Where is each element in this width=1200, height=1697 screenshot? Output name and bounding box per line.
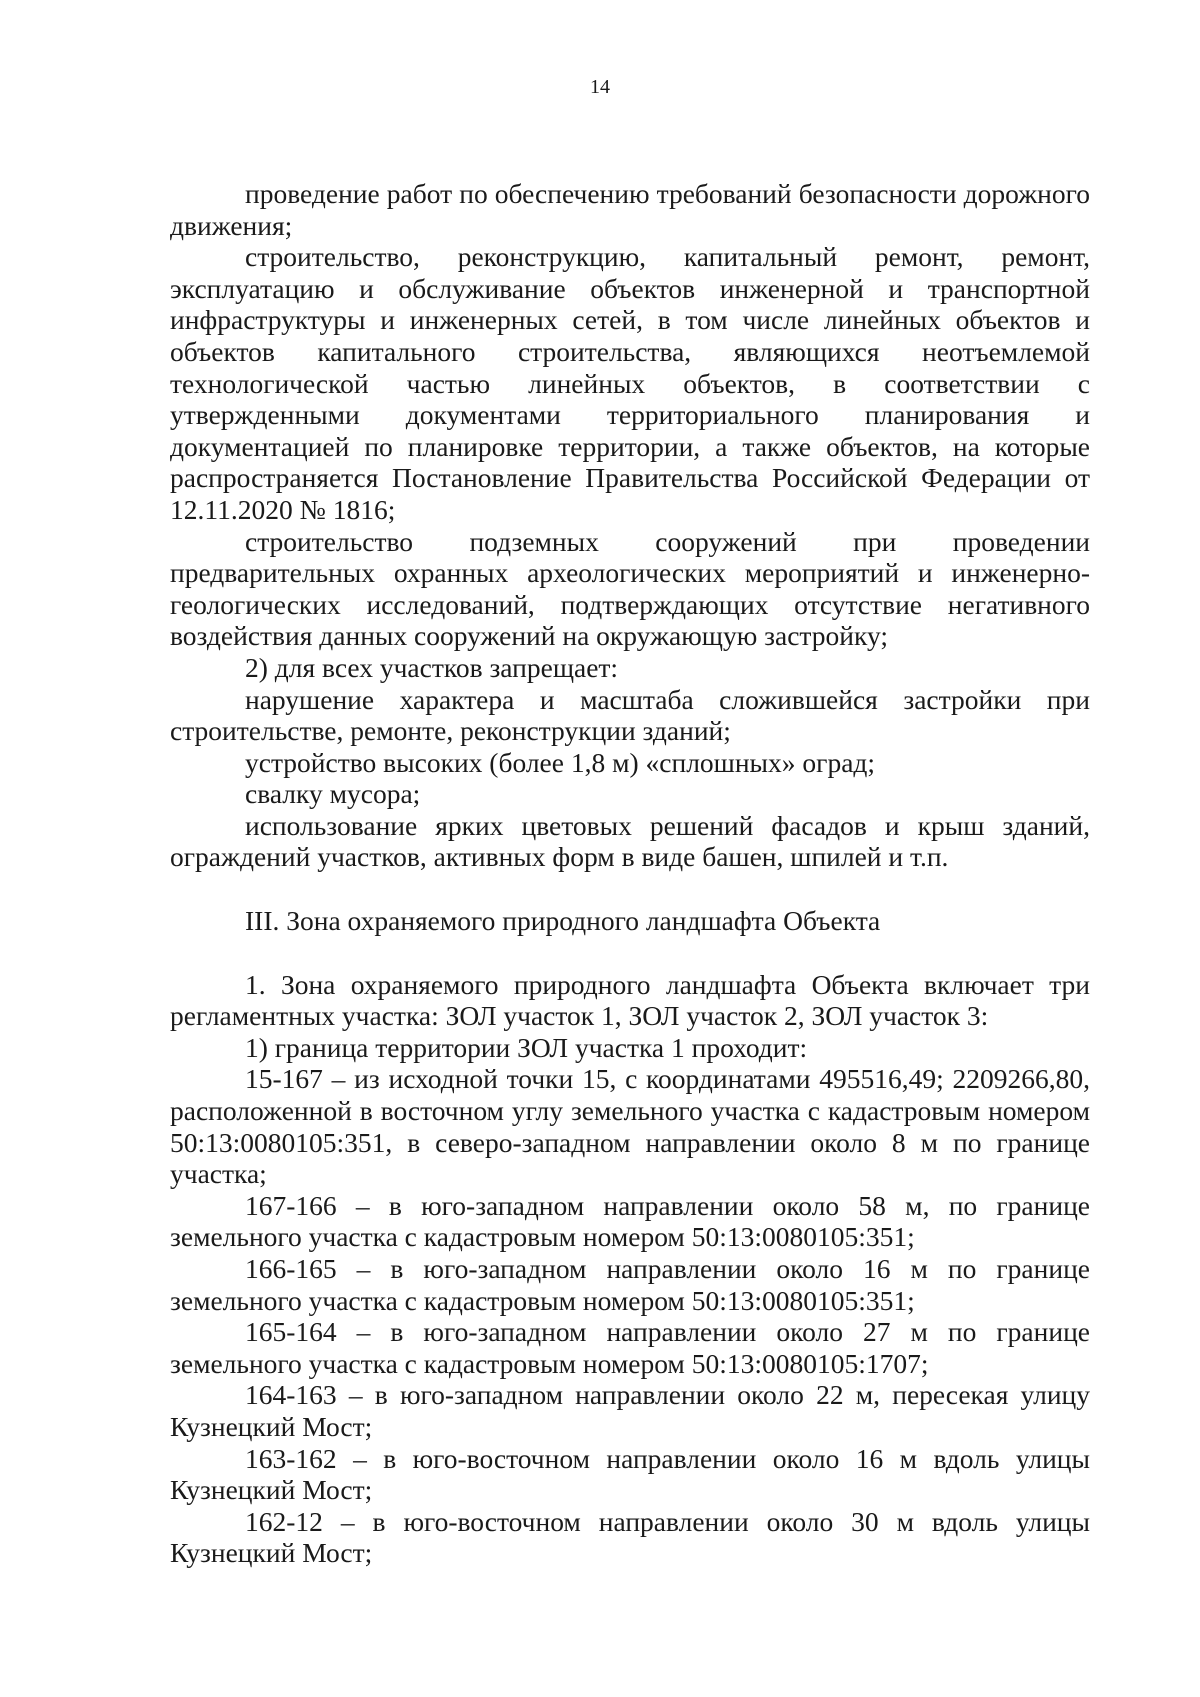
- paragraph: 164-163 – в юго-западном направлении около 22 м, пересекая улицу Кузнецкий Мост;: [170, 1379, 1090, 1442]
- page-number: 14: [590, 76, 610, 98]
- paragraph: строительство, реконструкцию, капитальный ремонт, ремонт, эксплуатацию и обслуживание объектов инженерной и транспортной инфраструктуры и инженерных сетей, в том числе линейных объектов и объектов капитального строительства, являющихся неотъемлемой технологической частью линейных объектов, в соответствии с утвержденными документами территориального планирования и документацией по планировке территории, а также объектов, на которые распространяется Постановление Правительства Российской Федерации от 12.11.2020 № 1816;: [170, 241, 1090, 525]
- paragraph: 165-164 – в юго-западном направлении около 27 м по границе земельного участка с кадастровым номером 50:13:0080105:1707;: [170, 1316, 1090, 1379]
- paragraph: 166-165 – в юго-западном направлении около 16 м по границе земельного участка с кадастровым номером 50:13:0080105:351;: [170, 1253, 1090, 1316]
- document-body: [170, 178, 1090, 1569]
- paragraph: 1. Зона охраняемого природного ландшафта Объекта включает три регламентных участка: ЗОЛ участок 1, ЗОЛ участок 2, ЗОЛ участок 3:: [170, 968, 1090, 1032]
- paragraph: 1) граница территории ЗОЛ участка 1 проходит:: [245, 1031, 808, 1063]
- section-heading: III. Зона охраняемого природного ландшафта Объекта: [245, 905, 881, 937]
- paragraph: нарушение характера и масштаба сложившейся застройки при строительстве, ремонте, реконструкции зданий;: [170, 683, 1090, 747]
- paragraph: свалку мусора;: [245, 778, 421, 810]
- paragraph: 163-162 – в юго-восточном направлении около 16 м вдоль улицы Кузнецкий Мост;: [170, 1442, 1090, 1506]
- paragraph: 167-166 – в юго-западном направлении около 58 м, по границе земельного участка с кадастровым номером 50:13:0080105:351;: [170, 1189, 1090, 1253]
- paragraph: проведение работ по обеспечению требований безопасности дорожного движения;: [170, 178, 1090, 241]
- paragraph: 15-167 – из исходной точки 15, с координатами 495516,49; 2209266,80, расположенной в восточном углу земельного участка с кадастровым номером 50:13:0080105:351, в северо-западном направлении около 8 м по границе участка;: [170, 1063, 1090, 1190]
- paragraph: устройство высоких (более 1,8 м) «сплошных» оград;: [245, 746, 876, 778]
- paragraph: 162-12 – в юго-восточном направлении около 30 м вдоль улицы Кузнецкий Мост;: [170, 1505, 1090, 1569]
- paragraph: использование ярких цветовых решений фасадов и крыш зданий, ограждений участков, активных форм в виде башен, шпилей и т.п.: [170, 809, 1090, 873]
- paragraph: строительство подземных сооружений при проведении предварительных охранных археологических мероприятий и инженерно-геологических исследований, подтверждающих отсутствие негативного воздействия данных сооружений на окружающую застройку;: [170, 525, 1090, 652]
- paragraph: 2) для всех участков запрещает:: [245, 651, 619, 683]
